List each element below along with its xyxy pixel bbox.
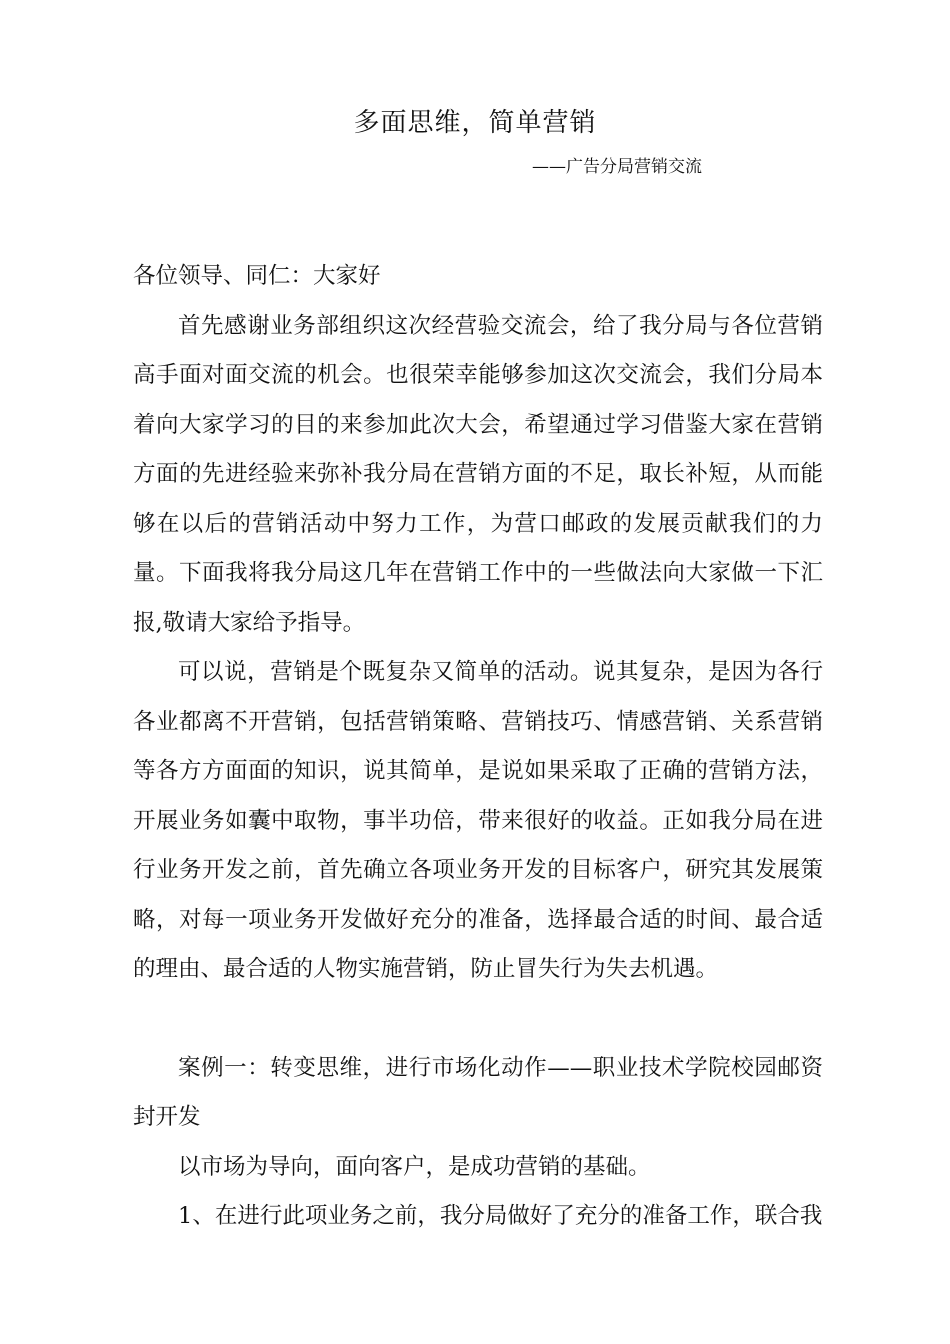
paragraph-intro: 首先感谢业务部组织这次经营验交流会，给了我分局与各位营销高手面对面交流的机会。也很荣幸能够参加这次交流会，我们分局本着向大家学习的目的来参加此次大会，希望通过学习借鉴大家在营销方面的先进经验来弥补我分局在营销方面的不足，取长补短，从而能够在以后的营销活动中努力工作，为营口邮政的发展贡献我们的力量。下面我将我分局这几年在营销工作中的一些做法向大家做一下汇报,敬请大家给予指导。 [133,312,823,636]
greeting-line: 各位领导、同仁：大家好 [133,263,381,289]
paragraph-point-1: 1、在进行此项业务之前，我分局做好了充分的准备工作，联合我 [178,1203,823,1229]
document-subtitle: ——广告分局营销交流 [532,157,702,177]
paragraph-market-orientation: 以市场为导向，面向客户，是成功营销的基础。 [178,1153,651,1180]
paragraph-case-heading: 案例一：转变思维，进行市场化动作——职业技术学院校园邮资封开发 [133,1054,823,1130]
document-title: 多面思维，简单营销 [353,108,597,138]
paragraph-marketing: 可以说，营销是个既复杂又简单的活动。说其复杂，是因为各行各业都离不开营销，包括营销策略、营销技巧、情感营销、关系营销等各方方面面的知识，说其简单，是说如果采取了正确的营销方法，开展业务如囊中取物，事半功倍，带来很好的收益。正如我分局在进行业务开发之前，首先确立各项业务开发的目标客户，研究其发展策略，对每一项业务开发做好充分的准备，选择最合适的时间、最合适的理由、最合适的人物实施营销，防止冒失行为失去机遇。 [133,659,823,982]
document-body [133,252,823,1242]
